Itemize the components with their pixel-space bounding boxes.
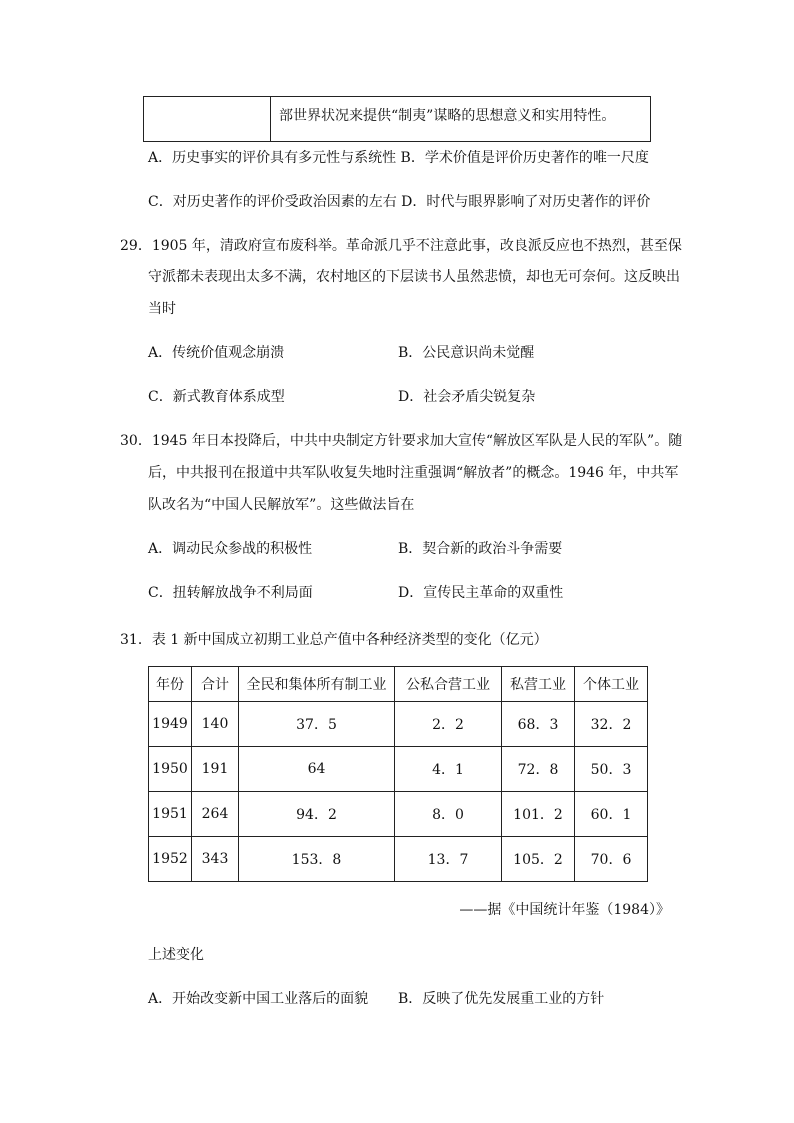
- cell-individual: 60．1: [575, 792, 648, 837]
- cell-total: 140: [192, 702, 239, 747]
- cell-year: 1949: [149, 702, 192, 747]
- q30-option-a: A．调动民众参战的积极性: [148, 541, 313, 557]
- q30-stem-line-1: 30．1945 年日本投降后，中共中央制定方针要求加大宣传“解放区军队是人民的军队”。随: [120, 433, 683, 449]
- cell-year: 1952: [149, 837, 192, 882]
- q29-stem-line-1: 29．1905 年，清政府宣布废科举。革命派几乎不注意此事，改良派反应也不热烈，甚至保: [120, 238, 682, 254]
- header-state-collective: 全民和集体所有制工业: [239, 667, 395, 702]
- cell-joint: 8．0: [395, 792, 502, 837]
- table-row: [149, 792, 648, 837]
- continued-table-empty-cell: [144, 97, 271, 142]
- cell-total: 191: [192, 747, 239, 792]
- cell-state-collective: 64: [239, 747, 395, 792]
- q29-option-c: C．新式教育体系成型: [148, 389, 285, 405]
- q30-option-b: B．契合新的政治斗争需要: [398, 541, 563, 557]
- cell-joint: 4．1: [395, 747, 502, 792]
- cell-individual: 32．2: [575, 702, 648, 747]
- q31-title: 31．表 1 新中国成立初期工业总产值中各种经济类型的变化（亿元）: [120, 632, 548, 648]
- q29-stem-line-2: 守派都未表现出太多不满，农村地区的下层读书人虽然悲愤，却也无可奈何。这反映出: [148, 269, 680, 285]
- q29-stem-line-3: 当时: [148, 301, 176, 317]
- table-header-row: [149, 667, 648, 702]
- q31-option-b: B．反映了优先发展重工业的方针: [398, 991, 605, 1007]
- cell-private: 72．8: [502, 747, 575, 792]
- continued-table-text-cell: 部世界状况来提供“制夷”谋略的思想意义和实用特性。: [271, 97, 651, 142]
- q29-option-b: B．公民意识尚未觉醒: [398, 345, 535, 361]
- header-joint: 公私合营工业: [395, 667, 502, 702]
- cell-private: 105．2: [502, 837, 575, 882]
- header-individual: 个体工业: [575, 667, 648, 702]
- q30-stem-line-3: 队改名为“中国人民解放军”。这些做法旨在: [148, 497, 415, 513]
- table-row: [149, 702, 648, 747]
- header-private: 私营工业: [502, 667, 575, 702]
- cell-state-collective: 94．2: [239, 792, 395, 837]
- q29-option-d: D．社会矛盾尖锐复杂: [398, 389, 536, 405]
- q28-option-line-2: C．对历史著作的评价受政治因素的左右 D．时代与眼界影响了对历史著作的评价: [148, 194, 651, 210]
- cell-total: 264: [192, 792, 239, 837]
- table-row: [149, 837, 648, 882]
- cell-state-collective: 153．8: [239, 837, 395, 882]
- cell-state-collective: 37．5: [239, 702, 395, 747]
- header-year: 年份: [149, 667, 192, 702]
- cell-year: 1951: [149, 792, 192, 837]
- q30-option-c: C．扭转解放战争不利局面: [148, 585, 313, 601]
- table-source: ——据《中国统计年鉴（1984）》: [459, 902, 670, 918]
- q31-prompt: 上述变化: [148, 947, 204, 963]
- cell-joint: 13．7: [395, 837, 502, 882]
- cell-private: 101．2: [502, 792, 575, 837]
- continued-table: [143, 96, 651, 142]
- cell-individual: 50．3: [575, 747, 648, 792]
- q30-option-d: D．宣传民主革命的双重性: [398, 585, 564, 601]
- q30-stem-line-2: 后，中共报刊在报道中共军队收复失地时注重强调“解放者”的概念。1946 年，中共军: [148, 465, 679, 481]
- cell-individual: 70．6: [575, 837, 648, 882]
- q28-option-line-1: A．历史事实的评价具有多元性与系统性 B．学术价值是评价历史著作的唯一尺度: [148, 150, 649, 166]
- cell-year: 1950: [149, 747, 192, 792]
- industry-output-table: [148, 666, 648, 882]
- q29-option-a: A．传统价值观念崩溃: [148, 345, 285, 361]
- header-total: 合计: [192, 667, 239, 702]
- q31-option-a: A．开始改变新中国工业落后的面貌: [148, 991, 369, 1007]
- cell-private: 68．3: [502, 702, 575, 747]
- cell-total: 343: [192, 837, 239, 882]
- table-row: [149, 747, 648, 792]
- cell-joint: 2．2: [395, 702, 502, 747]
